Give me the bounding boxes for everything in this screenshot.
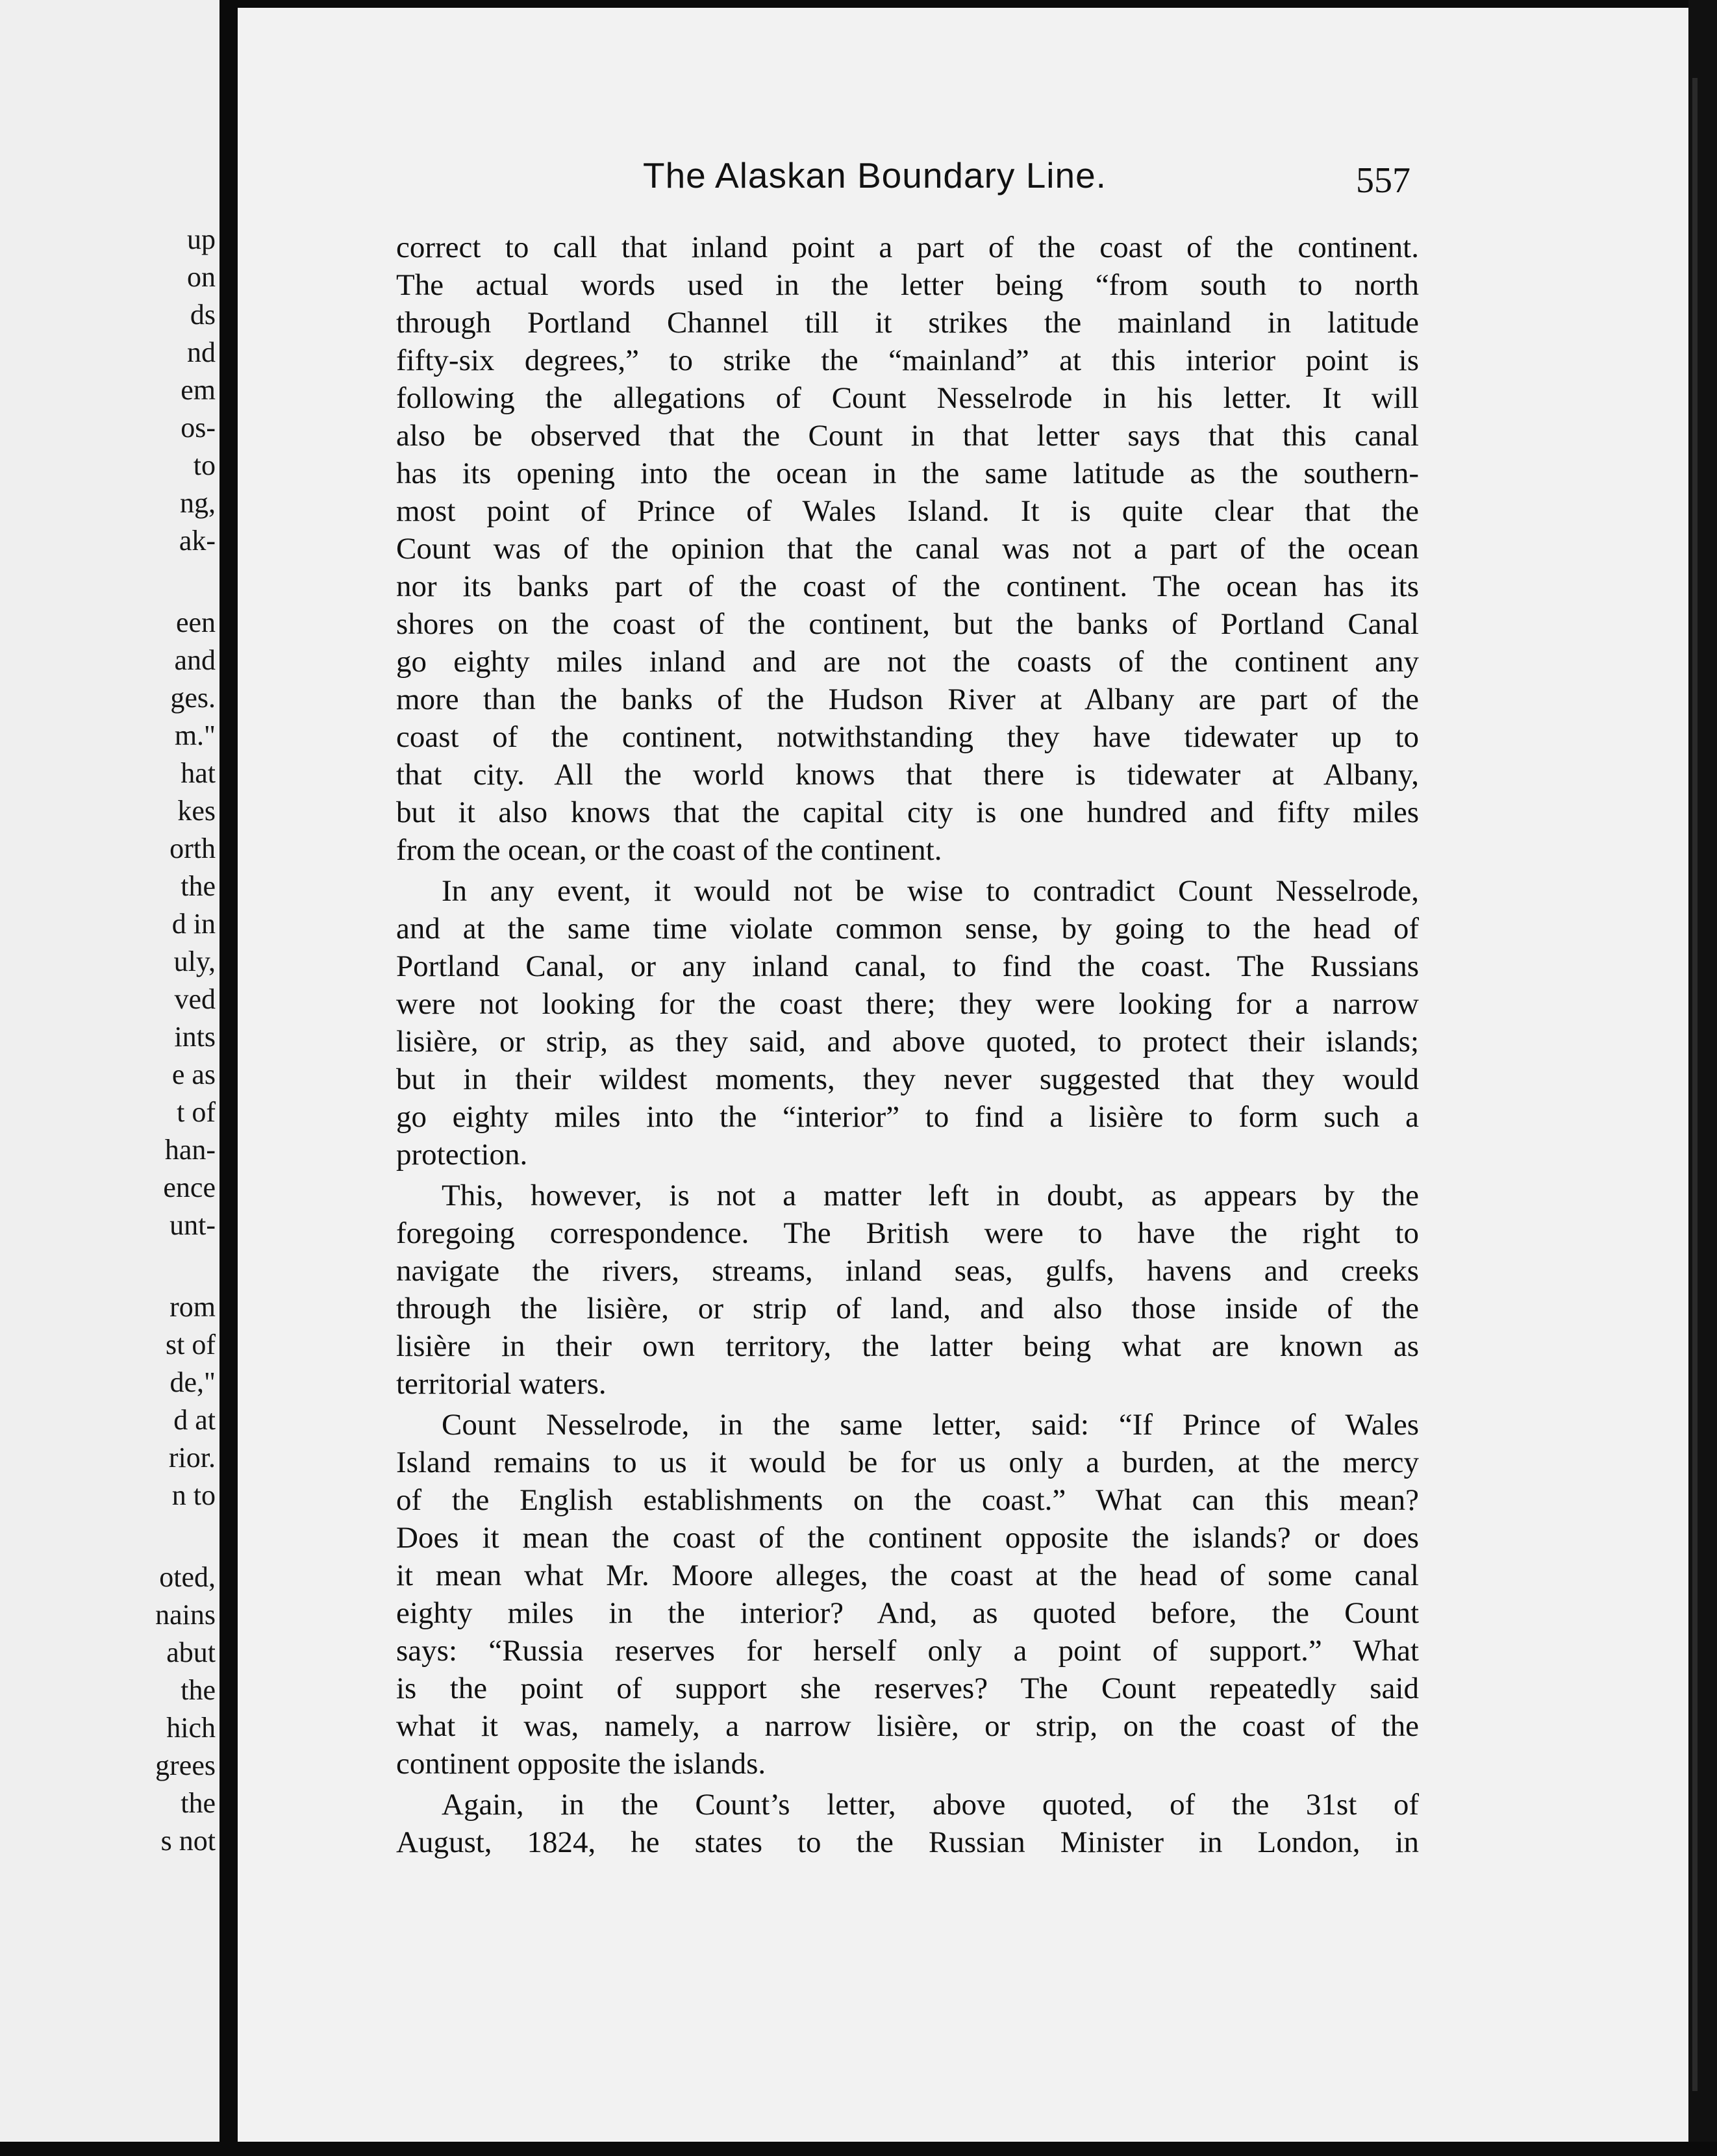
text-line: most point of Prince of Wales Island. It is quite clear that the [396,494,1419,528]
text-line: August, 1824, he states to the Russian Minister in London, in [396,1825,1419,1859]
text-line: This, however, is not a matter left in doubt, as appears by the [442,1179,1419,1212]
text-line: The actual words used in the letter being “from south to north [396,268,1419,302]
page-gutter [219,0,238,2156]
facing-page-fragment: unt- [169,1209,216,1241]
facing-page-fragment: orth [169,833,216,864]
text-line: through the lisière, or strip of land, and also those inside of the [396,1292,1419,1325]
facing-page-fragment: han- [164,1134,216,1166]
text-line: shores on the coast of the continent, but the banks of Portland Canal [396,607,1419,641]
facing-page-fragment: t of [177,1096,216,1128]
text-line: from the ocean, or the coast of the continent. [396,833,942,867]
facing-page-fragment: os- [181,412,216,444]
text-line: also be observed that the Count in that letter says that this canal [396,419,1419,453]
facing-page-fragment: n to [171,1479,216,1511]
text-line: has its opening into the ocean in the same latitude as the southern- [396,457,1419,490]
text-line: navigate the rivers, streams, inland seas, gulfs, havens and creeks [396,1254,1419,1288]
facing-page-fragment: on [187,261,216,293]
facing-page-fragment: m." [174,720,216,751]
text-line: nor its banks part of the coast of the continent. The ocean has its [396,570,1419,603]
facing-page-fragment: grees [155,1749,216,1781]
facing-page-fragment: ak- [179,525,216,557]
facing-page-fragment: the [181,1674,216,1706]
facing-page-fragment: to [193,449,216,481]
facing-page-fragment: the [181,1787,216,1819]
facing-page-fragment: ence [163,1172,216,1203]
facing-page-fragment: ved [174,983,216,1015]
text-line: coast of the continent, notwithstanding they have tidewater up to [396,720,1419,754]
text-line: lisière, or strip, as they said, and above quoted, to protect their islands; [396,1025,1419,1059]
facing-page-fragment: d at [173,1404,216,1436]
facing-page-fragment: oted, [159,1561,216,1593]
text-line: fifty-six degrees,” to strike the “mainland” at this interior point is [396,344,1419,377]
text-line: foregoing correspondence. The British were to have the right to [396,1216,1419,1250]
page-edge-shadow [1688,0,1717,2156]
text-line: Island remains to us it would be for us only a burden, at the mercy [396,1446,1419,1479]
facing-page-fragment: rom [169,1291,216,1323]
text-line: through Portland Channel till it strikes the mainland in latitude [396,306,1419,340]
facing-page-fragment: st of [166,1329,216,1360]
text-line: it mean what Mr. Moore alleges, the coast at the head of some canal [396,1559,1419,1592]
text-line: Portland Canal, or any inland canal, to find the coast. The Russians [396,949,1419,983]
facing-page-fragment: uly, [173,946,216,977]
text-line: eighty miles in the interior? And, as quoted before, the Count [396,1596,1419,1630]
facing-page-fragment: ng, [180,487,216,519]
facing-page-fragment: hat [181,757,216,789]
text-line: lisière in their own territory, the latter being what are known as [396,1329,1419,1363]
facing-page-fragment: d in [171,908,216,940]
facing-page-fragment: ints [174,1021,216,1053]
text-line: In any event, it would not be wise to contradict Count Nesselrode, [442,874,1419,908]
facing-page-fragment: and [174,644,216,676]
text-line: Does it mean the coast of the continent opposite the islands? or does [396,1521,1419,1555]
facing-page [0,0,219,2142]
facing-page-fragment: hich [166,1712,216,1744]
text-line: following the allegations of Count Nesselrode in his letter. It will [396,381,1419,415]
text-line: go eighty miles into the “interior” to find a lisière to form such a [396,1100,1419,1134]
facing-page-fragment: kes [177,795,216,827]
page-number: 557 [1356,160,1410,201]
text-line: says: “Russia reserves for herself only a point of support.” What [396,1634,1419,1668]
facing-page-fragment: ds [190,299,216,331]
text-line: protection. [396,1138,528,1172]
text-line: and at the same time violate common sense, by going to the head of [396,912,1419,946]
facing-page-fragment: s not [160,1825,216,1857]
text-line: that city. All the world knows that there is tidewater at Albany, [396,758,1419,792]
text-line: Count Nesselrode, in the same letter, said: “If Prince of Wales [442,1408,1419,1442]
text-line: continent opposite the islands. [396,1747,766,1781]
facing-page-fragment: up [187,223,216,255]
text-line: Count was of the opinion that the canal was not a part of the ocean [396,532,1419,566]
text-line: territorial waters. [396,1367,607,1401]
facing-page-fragment: de," [169,1366,216,1398]
text-line: go eighty miles inland and are not the coasts of the continent any [396,645,1419,679]
facing-page-fragment: abut [166,1636,216,1668]
facing-page-fragment: nd [187,336,216,368]
text-line: correct to call that inland point a part of the coast of the continent. [396,231,1419,264]
text-line: Again, in the Count’s letter, above quoted, of the 31st of [442,1788,1419,1822]
facing-page-fragment: een [175,607,216,638]
text-line: but it also knows that the capital city is one hundred and fifty miles [396,796,1419,829]
facing-page-fragment: em [181,374,216,406]
text-line: but in their wildest moments, they never suggested that they would [396,1062,1419,1096]
facing-page-fragment: ges. [170,682,216,714]
text-line: were not looking for the coast there; they were looking for a narrow [396,987,1419,1021]
text-line: what it was, namely, a narrow lisière, or strip, on the coast of the [396,1709,1419,1743]
facing-page-fragment: the [181,870,216,902]
text-line: of the English establishments on the coast.” What can this mean? [396,1483,1419,1517]
facing-page-fragment: e as [171,1059,216,1090]
text-line: is the point of support she reserves? The Count repeatedly said [396,1672,1419,1705]
facing-page-fragment: rior. [168,1442,216,1473]
facing-page-fragment: nains [155,1599,216,1631]
text-line: more than the banks of the Hudson River at Albany are part of the [396,683,1419,716]
running-title: The Alaskan Boundary Line. [643,155,1107,195]
scan-border [0,2142,1717,2156]
